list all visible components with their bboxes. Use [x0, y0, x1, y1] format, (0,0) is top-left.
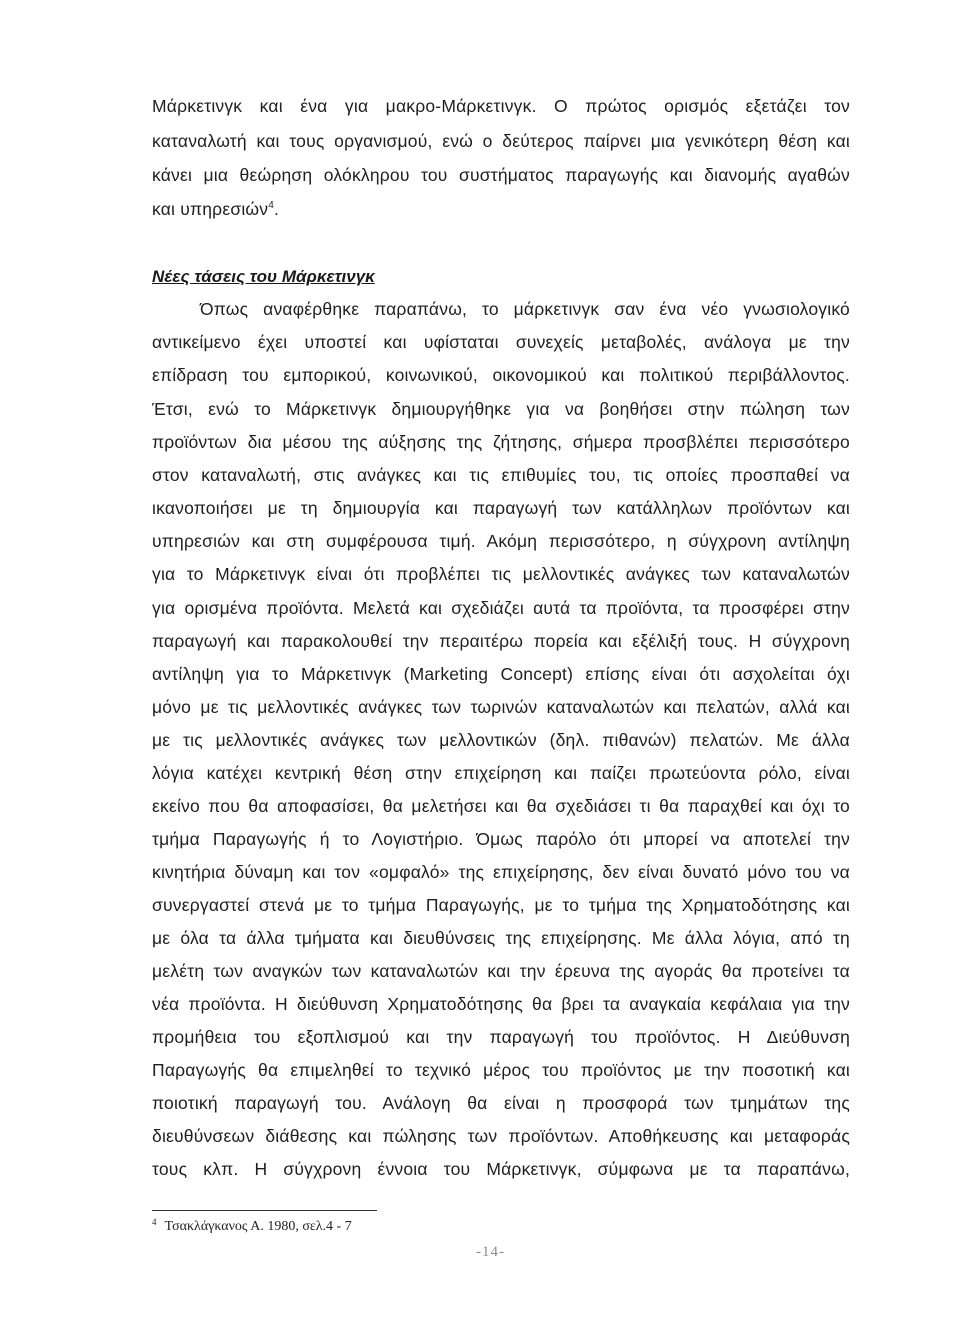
text-line: καταναλωτή και τους οργανισμού, ενώ ο δεύτερος παίρνει μια γενικότερη θέση και — [152, 131, 850, 151]
text-line: τους κλπ. Η σύγχρονη έννοια του Μάρκετινγκ, σύμφωνα με τα παραπάνω, — [152, 1159, 850, 1179]
text-line: εκείνο που θα αποφασίσει, θα μελετήσει και θα σχεδιάσει τι θα παραχθεί και όχι το — [152, 796, 850, 816]
text-fragment: . — [274, 199, 280, 219]
text-line: με τις μελλοντικές ανάγκες των μελλοντικών (δηλ. πιθανών) πελατών. Με άλλα — [152, 730, 850, 750]
text-line: κινητήρια δύναμη και τον «ομφαλό» της επιχείρησης, δεν είναι δυνατό μόνο του να — [152, 862, 850, 882]
text-line: ποιοτική παραγωγή του. Ανάλογη θα είναι η προσφορά των τμημάτων της — [152, 1093, 850, 1113]
text-line: νέα προϊόντα. Η διεύθυνση Χρηματοδότησης θα βρει τα αναγκαία κεφάλαια για την — [152, 994, 850, 1014]
text-line: προμήθεια του εξοπλισμού και την παραγωγή του προϊόντος. Η Διεύθυνση — [152, 1027, 850, 1047]
text-line: Παραγωγής θα επιμεληθεί το τεχνικό μέρος του προϊόντος με την ποσοτική και — [152, 1060, 850, 1080]
text-line: διευθύνσεων διάθεσης και πώλησης των προϊόντων. Αποθήκευσης και μεταφοράς — [152, 1126, 850, 1146]
text-line: επίδραση του εμπορικού, κοινωνικού, οικονομικού και πολιτικού περιβάλλοντος. — [152, 365, 850, 385]
text-line: για το Μάρκετινγκ είναι ότι προβλέπει τις μελλοντικές ανάγκες των καταναλωτών — [152, 564, 850, 584]
text-line: παραγωγή και παρακολουθεί την περαιτέρω πορεία και εξέλιξή τους. Η σύγχρονη — [152, 631, 850, 651]
text-line: υπηρεσιών και στη συμφέρουσα τιμή. Ακόμη περισσότερο, η σύγχρονη αντίληψη — [152, 531, 850, 551]
text-line: Μάρκετινγκ και ένα για μακρο-Μάρκετινγκ. Ο πρώτος ορισμός εξετάζει τον — [152, 96, 850, 116]
text-line: αντίληψη για το Μάρκετινγκ (Marketing Concept) επίσης είναι ότι ασχολείται όχι — [152, 664, 850, 684]
text-line: μελέτη των αναγκών των καταναλωτών και την έρευνα της αγοράς θα προτείνει τα — [152, 961, 850, 981]
footnote — [152, 1218, 352, 1236]
text-line: αντικείμενο έχει υποστεί και υφίσταται συνεχείς μεταβολές, ανάλογα με την — [152, 332, 850, 352]
text-line: ικανοποιήσει με τη δημιουργία και παραγωγή των κατάλληλων προϊόντων και — [152, 498, 850, 518]
text-line: μόνο με τις μελλοντικές ανάγκες των τωρινών καταναλωτών και πελατών, αλλά και — [152, 697, 850, 717]
text-line: συνεργαστεί στενά με το τμήμα Παραγωγής, με το τμήμα της Χρηματοδότησης και — [152, 895, 850, 915]
page-number: -14- — [476, 1244, 505, 1260]
footnote-divider — [152, 1210, 377, 1211]
text-line: λόγια κατέχει κεντρική θέση στην επιχείρηση και παίζει πρωτεύοντα ρόλο, είναι — [152, 763, 850, 783]
text-line: με όλα τα άλλα τμήματα και διευθύνσεις της επιχείρησης. Με άλλα λόγια, από τη — [152, 928, 850, 948]
section-heading: Νέες τάσεις του Μάρκετινγκ — [152, 267, 375, 286]
text-line: προϊόντων δια μέσου της αύξησης της ζήτησης, σήμερα προσβλέπει περισσότερο — [152, 432, 850, 452]
text-fragment: και υπηρεσιών — [152, 199, 269, 219]
text-line: Όπως αναφέρθηκε παραπάνω, το μάρκετινγκ σαν ένα νέο γνωσιολογικό — [200, 299, 850, 319]
text-line: Έτσι, ενώ το Μάρκετινγκ δημιουργήθηκε για να βοηθήσει στην πώληση των — [152, 399, 850, 419]
footnote-text: Τσακλάγκανος Α. 1980, σελ.4 - 7 — [164, 1219, 352, 1234]
text-line: κάνει μια θεώρηση ολόκληρου του συστήματος παραγωγής και διανομής αγαθών — [152, 165, 850, 185]
footnote-marker: 4 — [152, 1217, 157, 1227]
text-line: τμήμα Παραγωγής ή το Λογιστήριο. Όμως παρόλο ότι μπορεί να αποτελεί την — [152, 829, 850, 849]
text-line: για ορισμένα προϊόντα. Μελετά και σχεδιάζει αυτά τα προϊόντα, τα προσφέρει στην — [152, 598, 850, 618]
footnote-reference: 4 — [268, 200, 275, 211]
text-line: στον καταναλωτή, στις ανάγκες και τις επιθυμίες του, τις οποίες προσπαθεί να — [152, 465, 850, 485]
text-line-with-footnote-ref — [152, 198, 279, 220]
